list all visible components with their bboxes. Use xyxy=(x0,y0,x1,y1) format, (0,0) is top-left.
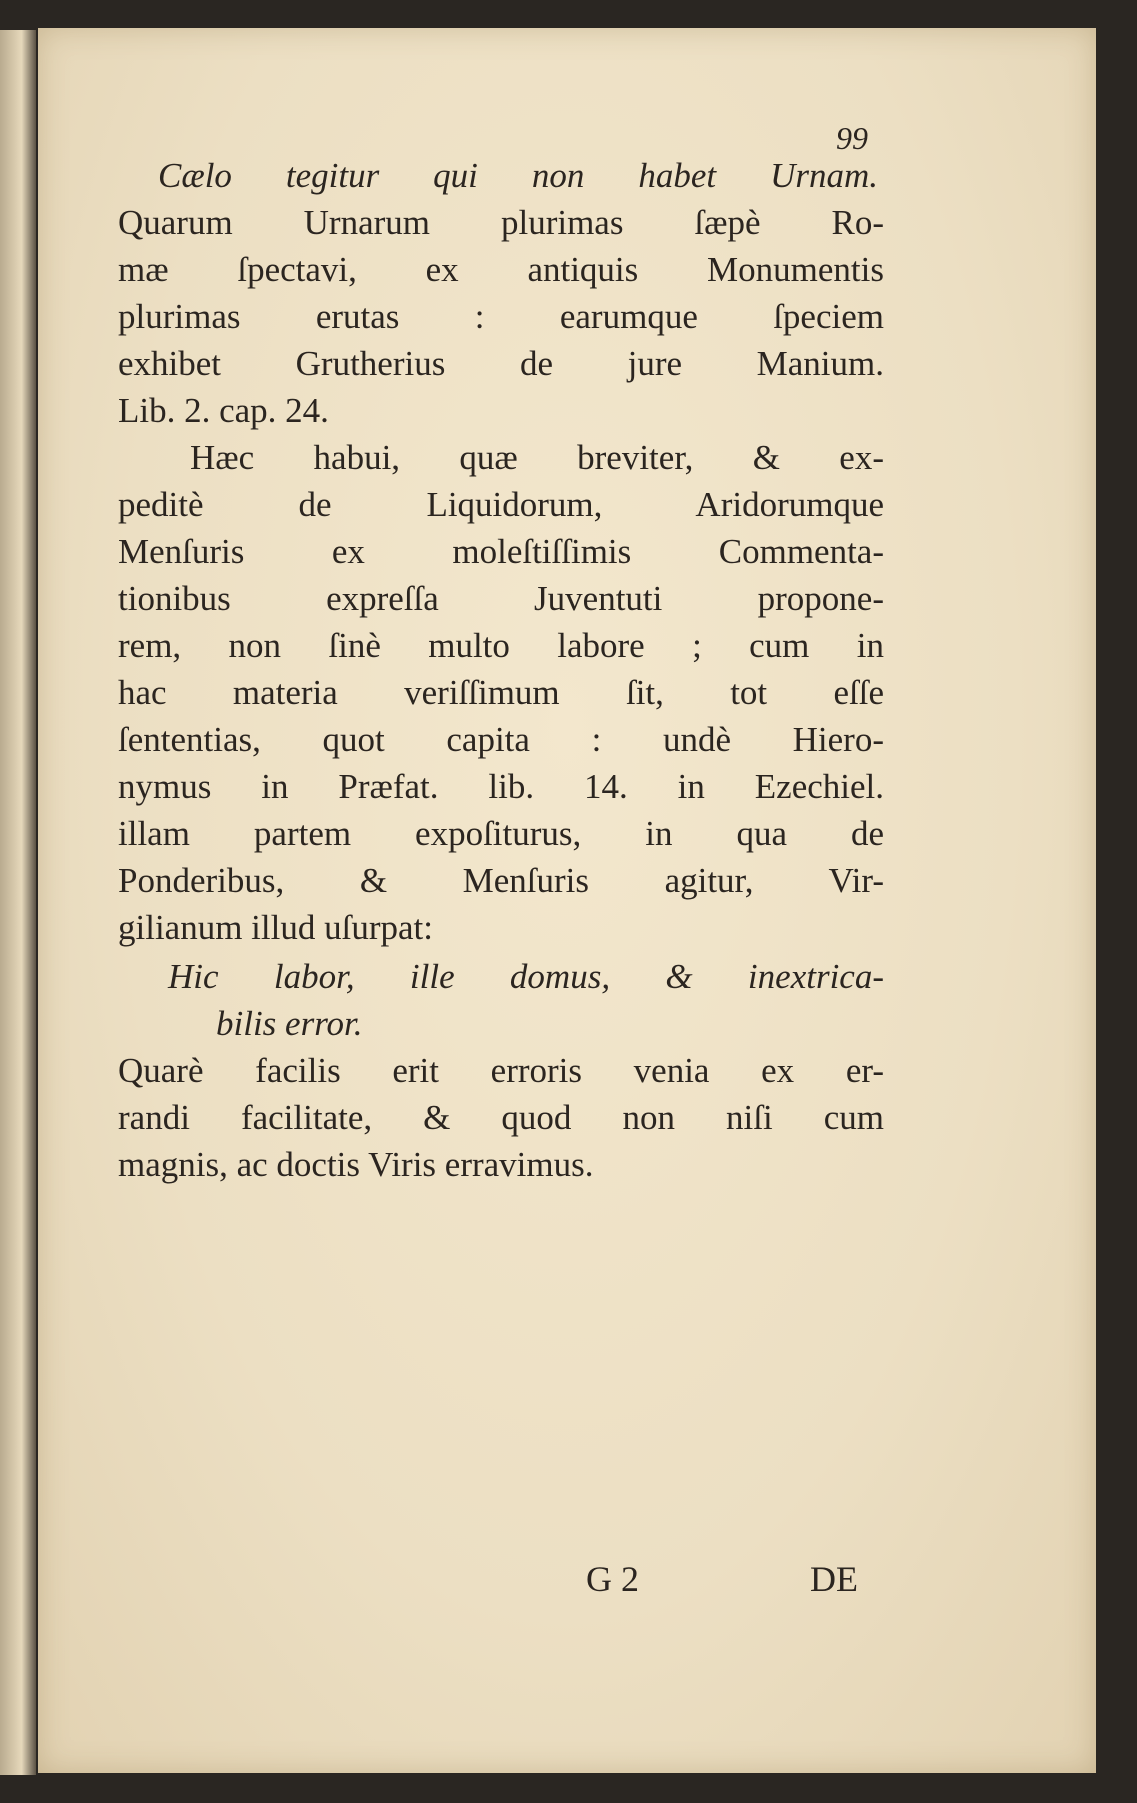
heading-line: Cælo tegitur qui non habet Urnam. xyxy=(158,156,878,195)
text-line: Hæc habui, quæ breviter, & ex- xyxy=(190,438,884,477)
quote-line: Hic labor, ille domus, & inextrica- xyxy=(168,957,884,996)
text-line: exhibet Grutherius de jure Manium. xyxy=(118,344,884,383)
text-line: magnis, ac doctis Viris erravimus. xyxy=(118,1145,594,1184)
text-line: Quarum Urnarum plurimas ſæpè Ro- xyxy=(118,203,884,242)
signature-mark: G 2 xyxy=(586,1559,639,1599)
text-line: rem, non ſinè multo labore ; cum in xyxy=(118,626,884,665)
text-line: Quarè facilis erit erroris venia ex er- xyxy=(118,1051,884,1090)
text-line: gilianum illud uſurpat: xyxy=(118,908,433,947)
text-line: Ponderibus, & Menſuris agitur, Vir- xyxy=(118,861,884,900)
text-line: ſententias, quot capita : undè Hiero- xyxy=(118,720,884,759)
text-line: plurimas erutas : earumque ſpeciem xyxy=(118,297,884,336)
text-line: Lib. 2. cap. 24. xyxy=(118,391,329,430)
text-line: randi facilitate, & quod non niſi cum xyxy=(118,1098,884,1137)
page-number: 99 xyxy=(836,120,868,156)
scan-border xyxy=(1097,0,1137,1803)
text-line: peditè de Liquidorum, Aridorumque xyxy=(118,485,884,524)
quote-line: bilis error. xyxy=(216,1004,363,1043)
adjacent-page-edge xyxy=(0,30,36,1775)
text-line: nymus in Præfat. lib. 14. in Ezechiel. xyxy=(118,767,884,806)
text-line: hac materia veriſſimum ſit, tot eſſe xyxy=(118,673,884,712)
text-line: Menſuris ex moleſtiſſimis Commenta- xyxy=(118,532,884,571)
book-page xyxy=(38,28,1096,1773)
catchword: DE xyxy=(810,1559,858,1599)
text-line: mæ ſpectavi, ex antiquis Monumentis xyxy=(118,250,884,289)
text-line: tionibus expreſſa Juventuti propone- xyxy=(118,579,884,618)
text-line: illam partem expoſiturus, in qua de xyxy=(118,814,884,853)
